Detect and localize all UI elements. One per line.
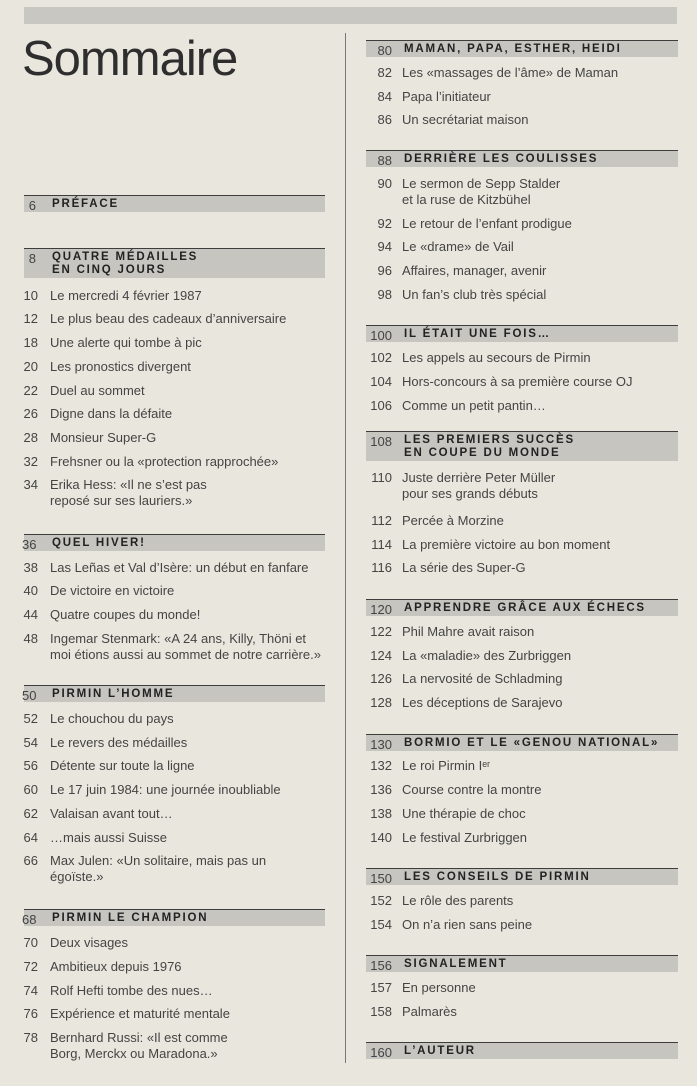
section-title: APPRENDRE GRÂCE AUX ÉCHECS [404, 602, 646, 614]
entry-page-number: 84 [377, 89, 392, 104]
entry-title: Phil Mahre avait raison [402, 624, 535, 639]
entry-page-number: 92 [377, 216, 392, 231]
entry-page-number: 32 [23, 454, 38, 469]
entry-title: Les appels au secours de Pirmin [402, 350, 591, 365]
section-title: MAMAN, PAPA, ESTHER, HEIDI [404, 43, 622, 55]
section-title: DERRIÈRE LES COULISSES [404, 153, 599, 165]
entry-page-number: 78 [23, 1030, 38, 1045]
entry-page-number: 48 [23, 631, 38, 646]
entry-title: …mais aussi Suisse [50, 830, 168, 845]
entry-page-number: 72 [23, 959, 38, 974]
entry-title: Le plus beau des cadeaux d’anniversaire [50, 311, 287, 326]
entry-title: Expérience et maturité mentale [50, 1006, 230, 1021]
section-page-number: 8 [28, 251, 36, 266]
entry-title: Une thérapie de choc [402, 806, 526, 821]
entry-page-number: 64 [23, 830, 38, 845]
entry-page-number: 76 [23, 1006, 38, 1021]
entry-title: Le mercredi 4 février 1987 [50, 288, 202, 303]
section-title: LES CONSEILS DE PIRMIN [404, 871, 591, 883]
entry-title: Bernhard Russi: «Il est comme Borg, Merckx ou Maradona.» [50, 1030, 228, 1061]
section-header-quatre-medailles-en-cinq-jours [24, 248, 325, 278]
entry-title: Las Leñas et Val d’Isère: un début en fanfare [50, 560, 309, 575]
entry-page-number: 70 [23, 935, 38, 950]
entry-title: Les déceptions de Sarajevo [402, 695, 563, 710]
section-page-number: 120 [370, 602, 392, 617]
entry-title: Comme un petit pantin… [402, 398, 546, 413]
entry-page-number: 104 [370, 374, 392, 389]
entry-page-number: 22 [23, 383, 38, 398]
entry-title: Rolf Hefti tombe des nues… [50, 983, 213, 998]
entry-page-number: 116 [371, 560, 392, 575]
entry-title: Valaisan avant tout… [50, 806, 173, 821]
entry-title: La «maladie» des Zurbriggen [402, 648, 572, 663]
entry-title: Hors-concours à sa première course OJ [402, 374, 633, 389]
entry-page-number: 152 [370, 893, 392, 908]
entry-title: Duel au sommet [50, 383, 145, 398]
entry-page-number: 154 [370, 917, 392, 932]
section-title: IL ÉTAIT UNE FOIS… [404, 328, 551, 340]
entry-page-number: 96 [377, 263, 392, 278]
entry-title: Palmarès [402, 1004, 457, 1019]
section-page-number: 150 [370, 871, 392, 886]
entry-title: La série des Super-G [402, 560, 526, 575]
entry-title: Le retour de l’enfant prodigue [402, 216, 572, 231]
section-header-apprendre-grace-aux-echecs [366, 599, 678, 616]
entry-title: Une alerte qui tombe à pic [50, 335, 202, 350]
entry-page-number: 122 [370, 624, 392, 639]
entry-page-number: 34 [23, 477, 38, 492]
section-page-number: 100 [370, 328, 392, 343]
entry-page-number: 12 [23, 311, 38, 326]
entry-page-number: 138 [370, 806, 392, 821]
entry-page-number: 74 [23, 983, 38, 998]
entry-title: Le chouchou du pays [50, 711, 174, 726]
entry-page-number: 66 [23, 853, 38, 868]
section-title: LES PREMIERS SUCCÈS EN COUPE DU MONDE [404, 434, 575, 459]
entry-page-number: 136 [370, 782, 392, 797]
entry-page-number: 28 [23, 430, 38, 445]
entry-title: Le rôle des parents [402, 893, 514, 908]
entry-page-number: 10 [23, 288, 38, 303]
entry-page-number: 62 [23, 806, 38, 821]
section-header-preface [24, 195, 325, 212]
entry-page-number: 132 [370, 758, 392, 773]
entry-page-number: 52 [23, 711, 38, 726]
entry-title: On n’a rien sans peine [402, 917, 533, 932]
entry-title: Les pronostics divergent [50, 359, 191, 374]
entry-title: Le roi Pirmin Iᵉʳ [402, 758, 491, 773]
entry-title: La première victoire au bon moment [402, 537, 611, 552]
entry-title: Le 17 juin 1984: une journée inoubliable [50, 782, 281, 797]
entry-page-number: 18 [23, 335, 38, 350]
entry-title: Le «drame» de Vail [402, 239, 514, 254]
section-page-number: 6 [28, 198, 36, 213]
entry-title: Digne dans la défaite [50, 406, 173, 421]
entry-title: Affaires, manager, avenir [402, 263, 547, 278]
entry-page-number: 86 [377, 112, 392, 127]
section-header-derriere-les-coulisses [366, 150, 678, 167]
entry-title: Course contre la montre [402, 782, 542, 797]
entry-page-number: 26 [23, 406, 38, 421]
entry-title: Quatre coupes du monde! [50, 607, 201, 622]
section-page-number: 130 [370, 737, 392, 752]
section-page-number: 36 [22, 537, 37, 552]
entry-page-number: 102 [370, 350, 392, 365]
entry-title: De victoire en victoire [50, 583, 175, 598]
section-page-number: 160 [370, 1045, 392, 1060]
entry-title: Le festival Zurbriggen [402, 830, 528, 845]
entry-page-number: 44 [23, 607, 38, 622]
section-header-pirmin-l-homme [24, 685, 325, 702]
entry-page-number: 60 [23, 782, 38, 797]
section-header-l-auteur [366, 1042, 678, 1059]
section-page-number: 80 [377, 43, 392, 58]
entry-title: Frehsner ou la «protection rapprochée» [50, 454, 279, 469]
entry-page-number: 158 [370, 1004, 392, 1019]
section-title: L’AUTEUR [404, 1045, 476, 1057]
entry-page-number: 126 [370, 671, 392, 686]
entry-page-number: 140 [370, 830, 392, 845]
entry-title: En personne [402, 980, 476, 995]
entry-title: Le sermon de Sepp Stalder et la ruse de Kitzbühel [402, 176, 561, 207]
entry-title: Deux visages [50, 935, 129, 950]
section-header-pirmin-le-champion [24, 909, 325, 926]
section-page-number: 88 [377, 153, 392, 168]
section-header-bormio-et-le-genou-national [366, 734, 678, 751]
entry-page-number: 98 [377, 287, 392, 302]
section-title: SIGNALEMENT [404, 958, 508, 970]
entry-title: Les «massages de l’âme» de Maman [402, 65, 619, 80]
entry-page-number: 128 [370, 695, 392, 710]
entry-page-number: 94 [377, 239, 392, 254]
entry-title: Monsieur Super-G [50, 430, 157, 445]
entry-title: Un fan’s club très spécial [402, 287, 547, 302]
entry-title: Erika Hess: «Il ne s’est pas reposé sur ses lauriers.» [50, 477, 207, 508]
entry-title: Percée à Morzine [402, 513, 504, 528]
section-header-les-premiers-succes-en-coupe-du-monde [366, 431, 678, 461]
section-title: PIRMIN L’HOMME [52, 688, 175, 700]
entry-title: Détente sur toute la ligne [50, 758, 195, 773]
section-page-number: 50 [22, 688, 37, 703]
entry-page-number: 114 [371, 537, 392, 552]
section-page-number: 156 [370, 958, 392, 973]
entry-title: Max Julen: «Un solitaire, mais pas un égoïste.» [50, 853, 267, 884]
section-header-il-etait-une-fois [366, 325, 678, 342]
entry-title: Ambitieux depuis 1976 [50, 959, 182, 974]
section-title: PRÉFACE [52, 198, 119, 210]
section-header-maman-papa-esther-heidi [366, 40, 678, 57]
section-title: QUATRE MÉDAILLES EN CINQ JOURS [52, 251, 199, 276]
entry-page-number: 56 [23, 758, 38, 773]
entry-title: Le revers des médailles [50, 735, 188, 750]
section-title: QUEL HIVER! [52, 537, 146, 549]
section-page-number: 108 [370, 434, 392, 449]
entry-title: Juste derrière Peter Müller pour ses grands débuts [402, 470, 556, 501]
entry-page-number: 157 [370, 980, 392, 995]
entry-page-number: 20 [23, 359, 38, 374]
section-title: PIRMIN LE CHAMPION [52, 912, 209, 924]
entry-title: Ingemar Stenmark: «A 24 ans, Killy, Thöni et moi étions aussi au sommet de notre carrière.» [50, 631, 321, 662]
entry-page-number: 90 [377, 176, 392, 191]
section-page-number: 68 [22, 912, 37, 927]
entry-page-number: 82 [377, 65, 392, 80]
entry-page-number: 38 [23, 560, 38, 575]
section-title: BORMIO ET LE «GENOU NATIONAL» [404, 737, 660, 749]
entry-page-number: 40 [23, 583, 38, 598]
entry-page-number: 54 [23, 735, 38, 750]
entry-title: La nervosité de Schladming [402, 671, 563, 686]
page-title: Sommaire [22, 32, 238, 86]
entry-title: Un secrétariat maison [402, 112, 529, 127]
top-header-bar [24, 7, 677, 24]
entry-page-number: 112 [371, 513, 392, 528]
entry-page-number: 106 [370, 398, 392, 413]
entry-page-number: 124 [370, 648, 392, 663]
section-header-signalement [366, 955, 678, 972]
section-header-les-conseils-de-pirmin [366, 868, 678, 885]
entry-title: Papa l’initiateur [402, 89, 491, 104]
section-header-quel-hiver [24, 534, 325, 551]
entry-page-number: 110 [371, 470, 392, 485]
